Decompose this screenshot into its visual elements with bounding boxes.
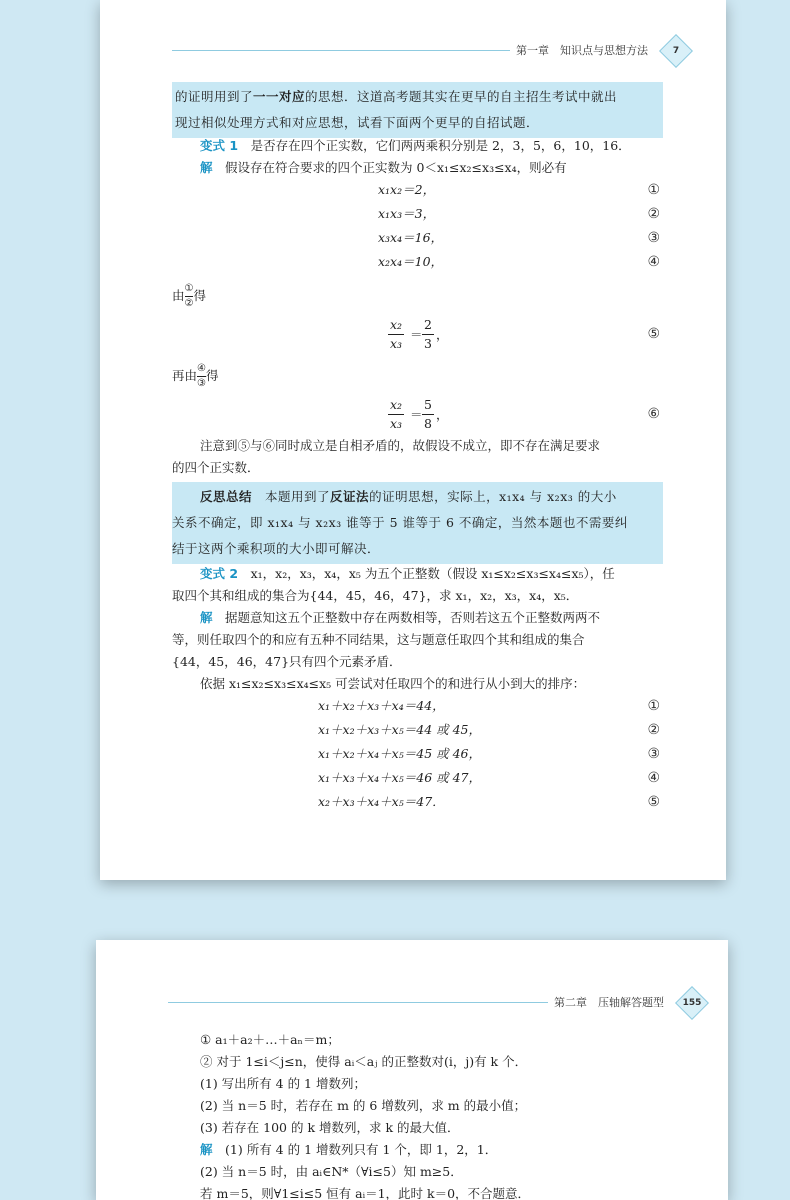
question-2: (2) 当 n＝5 时，若存在 m 的 6 增数列，求 m 的最小值； <box>200 1098 527 1113</box>
variant2-text-1: x₁，x₂，x₃，x₄，x₅ 为五个正整数（假设 x₁≤x₂≤x₃≤x₄≤x₅），任 <box>250 566 615 581</box>
reflection-label: 反思总结 <box>200 489 253 504</box>
variant2-question <box>200 564 615 584</box>
by1-pre: 由 <box>172 288 185 303</box>
page-number-badge <box>659 34 693 68</box>
solution2-line-3: {44，45，46，47}只有四个元素矛盾． <box>172 654 402 669</box>
equation-number-4: ④ <box>647 254 660 270</box>
by-ratio-1 <box>172 282 206 311</box>
equation-number-2: ② <box>647 206 660 222</box>
intro-bold: 一一对应 <box>253 89 306 104</box>
reflection-line-3: 结于这两个乘积项的大小即可解决． <box>172 541 381 556</box>
comma-5: ， <box>436 327 449 342</box>
intro-line-1 <box>175 84 663 110</box>
ratio-fraction-2 <box>197 362 206 391</box>
page2-solution-1: (1) 所有 4 的 1 增数列只有 1 个，即 1，2，1． <box>225 1142 498 1157</box>
solution2-line-2: 等，则任取四个的和应有五种不同结果，这与题意任取四个其和组成的集合 <box>172 632 585 647</box>
equation-1: x₁x₂＝2， <box>378 182 436 197</box>
reflection-text-c: 的证明思想，实际上，x₁x₄ 与 x₂x₃ 的大小 <box>369 489 617 504</box>
variant1-solution <box>200 158 567 178</box>
equation-3: x₃x₄＝16， <box>378 230 444 245</box>
equation-2: x₁x₃＝3， <box>378 206 436 221</box>
fraction-value-5 <box>422 316 434 353</box>
sum-equation-1: x₁＋x₂＋x₃＋x₄＝44， <box>318 698 445 713</box>
equation-number-6: ⑥ <box>647 406 660 422</box>
ratio2-top: ④ <box>197 362 206 377</box>
comma-6: ， <box>436 407 449 422</box>
reflection-line-2: 关系不确定，即 x₁x₄ 与 x₂x₃ 谁等于 5 谁等于 6 不确定，当然本题也不需要纠 <box>172 515 628 530</box>
frac6-den: x₃ <box>390 416 403 431</box>
reflection-box <box>172 482 663 564</box>
by1-post: 得 <box>193 288 206 303</box>
sum-equation-5: x₂＋x₃＋x₄＋x₅＝47． <box>318 794 445 809</box>
fraction-value-6 <box>422 396 434 433</box>
by-ratio-2 <box>172 362 219 391</box>
page2-solution-label: 解 <box>200 1142 213 1157</box>
frac6-num: x₂ <box>388 396 404 415</box>
frac6-val-den: 8 <box>424 416 432 431</box>
ratio1-bottom: ② <box>184 298 194 309</box>
chapter-title: 第一章 知识点与思想方法 <box>510 42 654 58</box>
page-header-2 <box>168 990 718 1014</box>
solution2-line-1: 据题意知这五个正整数中存在两数相等，否则若这五个正整数两两不 <box>225 610 601 625</box>
sum-number-5: ⑤ <box>647 794 660 810</box>
reflection-line-1 <box>200 484 663 510</box>
page-number: 7 <box>672 46 680 56</box>
page-number-badge-2 <box>675 986 709 1020</box>
sum-equation-2: x₁＋x₂＋x₃＋x₅＝44 或 45， <box>318 722 482 737</box>
ratio1-top: ① <box>185 282 194 297</box>
frac5-den: x₃ <box>390 336 403 351</box>
equation-number-1: ① <box>647 182 660 198</box>
variant2-label: 变式 2 <box>200 566 239 581</box>
ratio2-bottom: ③ <box>197 378 206 389</box>
reflection-text-a: 本题用到了 <box>265 489 331 504</box>
by2-post: 得 <box>205 368 219 383</box>
intro-text-a: 的证明用到了 <box>175 89 254 104</box>
variant1-text: 是否存在四个正实数，它们两两乘积分别是 2，3，5，6，10，16． <box>250 138 631 153</box>
fraction-x2-x3 <box>388 316 404 353</box>
equals-sign-5: ＝ <box>410 327 423 342</box>
equals-sign-6: ＝ <box>410 407 423 422</box>
solution2-line-4: 依据 x₁≤x₂≤x₃≤x₄≤x₅ 可尝试对任取四个的和进行从小到大的排序： <box>200 676 586 691</box>
frac5-val-den: 3 <box>424 336 432 351</box>
equation-number-5: ⑤ <box>647 326 660 342</box>
intro-text-c: 的思想．这道高考题其实在更早的自主招生考试中就出 <box>305 89 618 104</box>
solution-label: 解 <box>200 160 213 175</box>
page2-solution-2: (2) 当 n＝5 时，由 aᵢ∈N*（∀i≤5）知 m≥5． <box>200 1164 463 1179</box>
page-7 <box>100 0 726 880</box>
variant1-question <box>200 136 631 156</box>
fraction-x2-x3-b <box>388 396 404 433</box>
question-1: (1) 写出所有 4 的 1 增数列； <box>200 1076 366 1091</box>
page2-solution-3: 若 m＝5，则∀1≤i≤5 恒有 aᵢ＝1，此时 k＝0，不合题意． <box>200 1186 531 1200</box>
by2-pre: 再由 <box>172 368 198 383</box>
frac6-val-num: 5 <box>422 396 434 415</box>
sum-number-1: ① <box>647 698 660 714</box>
chapter-title-2: 第二章 压轴解答题型 <box>548 994 670 1010</box>
variant2-solution <box>200 608 600 628</box>
solution2-label: 解 <box>200 610 213 625</box>
intro-box <box>172 82 663 138</box>
conclusion-line-1: 注意到⑤与⑥同时成立是自相矛盾的，故假设不成立，即不存在满足要求 <box>200 438 601 453</box>
equation-4: x₂x₄＝10， <box>378 254 444 269</box>
question-3: (3) 若存在 100 的 k 增数列，求 k 的最大值． <box>200 1120 460 1135</box>
variant2-text-2: 取四个其和组成的集合为{44，45，46，47}，求 x₁，x₂，x₃，x₄，x₅． <box>172 588 579 603</box>
sum-equation-3: x₁＋x₂＋x₄＋x₅＝45 或 46， <box>318 746 482 761</box>
equation-number-3: ③ <box>647 230 660 246</box>
sum-number-3: ③ <box>647 746 660 762</box>
page-number-2: 155 <box>682 998 702 1008</box>
condition-1: ① a₁＋a₂＋…＋aₙ＝m； <box>200 1032 340 1047</box>
condition-2: ② 对于 1≤i＜j≤n，使得 aᵢ＜aⱼ 的正整数对(i，j)有 k 个． <box>200 1054 528 1069</box>
sum-equation-4: x₁＋x₃＋x₄＋x₅＝46 或 47， <box>318 770 482 785</box>
intro-line-2: 现过相似处理方式和对应思想，试看下面两个更早的自招试题． <box>175 115 540 130</box>
frac5-val-num: 2 <box>422 316 434 335</box>
sum-number-2: ② <box>647 722 660 738</box>
sum-number-4: ④ <box>647 770 660 786</box>
page-header <box>172 38 702 62</box>
page-155 <box>96 940 728 1200</box>
variant1-label: 变式 1 <box>200 138 239 153</box>
frac5-num: x₂ <box>388 316 404 335</box>
conclusion-line-2: 的四个正实数． <box>172 460 260 475</box>
reflection-bold: 反证法 <box>330 489 370 504</box>
page2-solution <box>200 1140 497 1160</box>
solution-text: 假设存在符合要求的四个正实数为 0＜x₁≤x₂≤x₃≤x₄，则必有 <box>225 160 567 175</box>
